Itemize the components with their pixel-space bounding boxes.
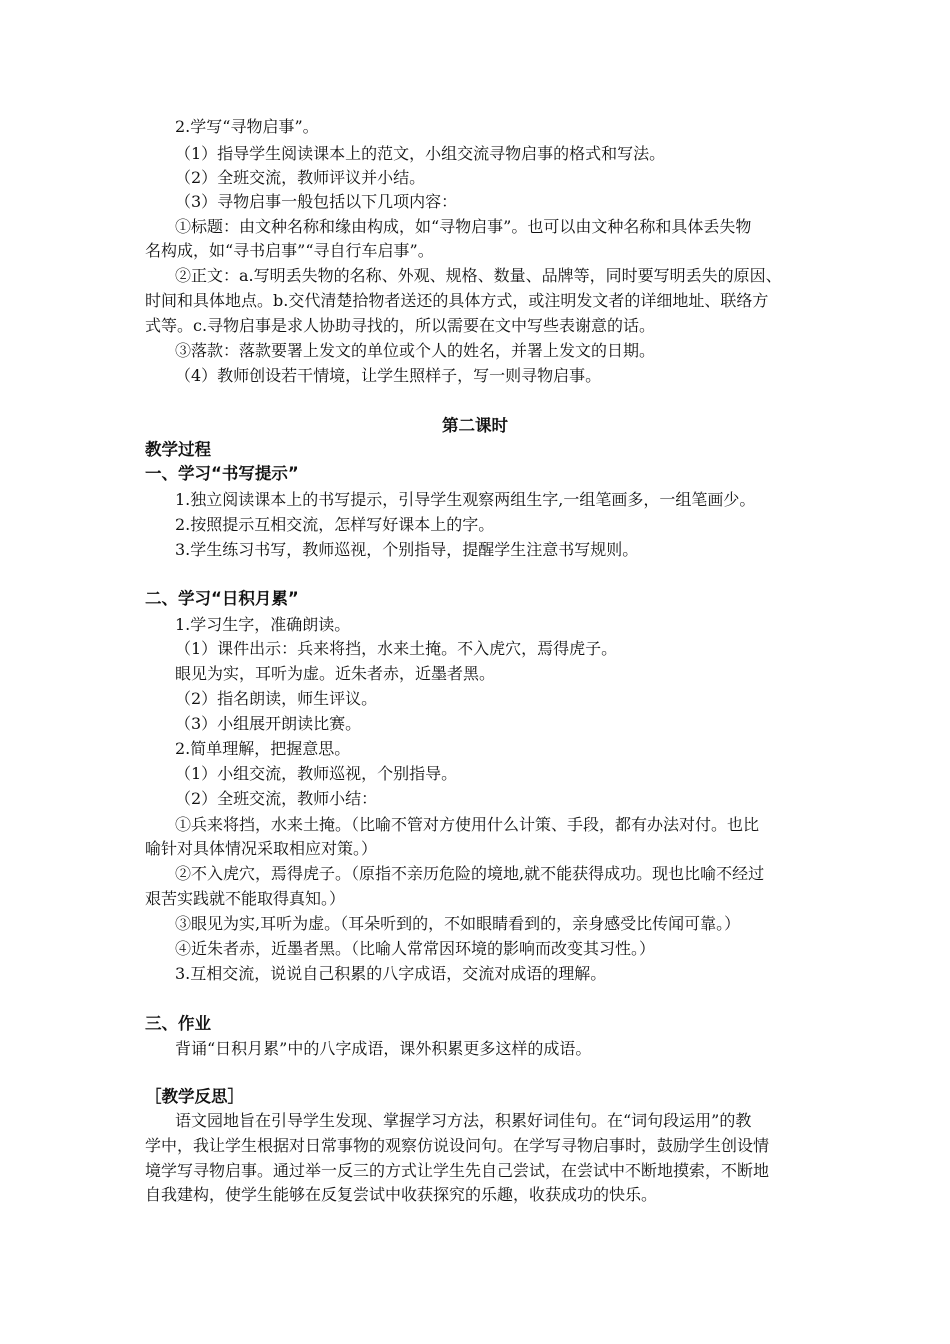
paragraph-line: （3）寻物启事一般包括以下几项内容： [175,192,458,211]
paragraph-line: （4）教师创设若干情境，让学生照样子，写一则寻物启事。 [175,366,602,385]
section-heading: 一、学习“书写提示” [145,464,299,483]
paragraph-line: 名构成，如“寻书启事”“寻自行车启事”。 [145,241,434,260]
paragraph-line: 喻针对具体情况采取相应对策。） [145,839,378,858]
paragraph-line: 2.简单理解，把握意思。 [175,739,351,758]
section-heading: 二、学习“日积月累” [145,589,299,608]
section-heading: 三、作业 [145,1014,211,1033]
paragraph-line: 时间和具体地点。b.交代清楚拾物者送还的具体方式，或注明发文者的详细地址、联络方 [145,291,769,310]
paragraph-line: 艰苦实践就不能取得真知。） [145,889,346,908]
paragraph-line: 学中，我让学生根据对日常事物的观察仿说设问句。在学写寻物启事时，鼓励学生创设情 [145,1136,770,1155]
paragraph-line: 自我建构，使学生能够在反复尝试中收获探究的乐趣，收获成功的快乐。 [145,1185,658,1204]
paragraph-line: ③落款：落款要署上发文的单位或个人的姓名，并署上发文的日期。 [175,341,656,360]
paragraph-line: （3）小组展开朗读比赛。 [175,714,362,733]
paragraph-line: 语文园地旨在引导学生发现、掌握学习方法，积累好词佳句。在“词句段运用”的教 [175,1111,752,1130]
paragraph-line: （2）全班交流，教师小结： [175,789,378,808]
paragraph-line: 背诵“日积月累”中的八字成语，课外积累更多这样的成语。 [175,1039,592,1058]
paragraph-line: ②正文：a.写明丢失物的名称、外观、规格、数量、品牌等，同时要写明丢失的原因、 [175,266,782,285]
paragraph-line: ①标题：由文种名称和缘由构成，如“寻物启事”。也可以由文种名称和具体丢失物 [175,217,752,236]
paragraph-line: ④近朱者赤，近墨者黑。（比喻人常常因环境的影响而改变其习性。） [175,939,656,958]
paragraph-line: 境学写寻物启事。通过举一反三的方式让学生先自己尝试，在尝试中不断地摸索，不断地 [145,1161,770,1180]
paragraph-line: （2）全班交流，教师评议并小结。 [175,168,426,187]
paragraph-line: 2.学写“寻物启事”。 [175,117,319,136]
paragraph-line: ②不入虎穴，焉得虎子。（原指不亲历危险的境地,就不能获得成功。现也比喻不经过 [175,864,765,883]
paragraph-line: （1）指导学生阅读课本上的范文，小组交流寻物启事的格式和写法。 [175,144,666,163]
section-heading: 第二课时 [442,416,508,435]
paragraph-line: 3.互相交流，说说自己积累的八字成语，交流对成语的理解。 [175,964,607,983]
paragraph-line: 3.学生练习书写，教师巡视，个别指导，提醒学生注意书写规则。 [175,540,639,559]
paragraph-line: 1.独立阅读课本上的书写提示，引导学生观察两组生字,一组笔画多，一组笔画少。 [175,490,756,509]
paragraph-line: （1）小组交流，教师巡视，个别指导。 [175,764,458,783]
paragraph-line: 2.按照提示互相交流，怎样写好课本上的字。 [175,515,495,534]
paragraph-line: ③眼见为实,耳听为虚。（耳朵听到的，不如眼睛看到的，亲身感受比传闻可靠。） [175,914,741,933]
section-heading: ［教学反思］ [145,1087,244,1106]
paragraph-line: 1.学习生字，准确朗读。 [175,615,351,634]
section-heading: 教学过程 [145,440,211,459]
paragraph-line: （1）课件出示：兵来将挡，水来土掩。不入虎穴，焉得虎子。 [175,639,618,658]
paragraph-line: 式等。c.寻物启事是求人协助寻找的，所以需要在文中写些表谢意的话。 [145,316,656,335]
paragraph-line: ①兵来将挡，水来土掩。（比喻不管对方使用什么计策、手段，都有办法对付。也比 [175,815,760,834]
paragraph-line: 眼见为实，耳听为虚。近朱者赤，近墨者黑。 [175,664,496,683]
paragraph-line: （2）指名朗读，师生评议。 [175,689,378,708]
